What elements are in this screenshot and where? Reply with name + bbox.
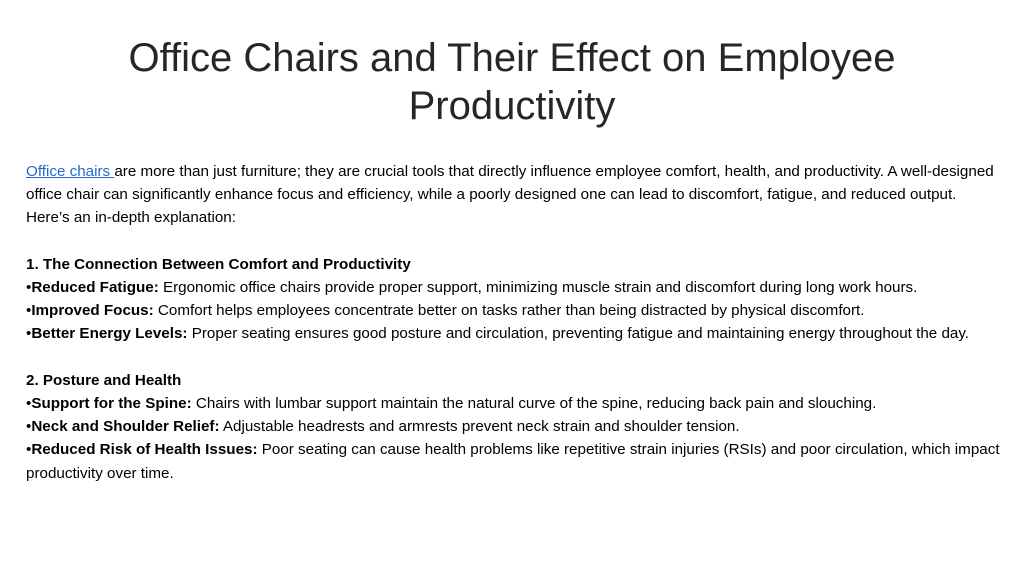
bullet-marker: • <box>26 279 32 296</box>
slide-title: Office Chairs and Their Effect on Employee Productivity <box>128 36 896 128</box>
bullet-term: Support for the Spine: <box>31 395 192 412</box>
section-heading-comfort: 1. The Connection Between Comfort and Productivity <box>26 255 411 273</box>
bullet-item <box>26 415 1001 438</box>
bullet-text: Adjustable headrests and armrests prevent neck strain and shoulder tension. <box>219 418 740 436</box>
bullet-text: Ergonomic office chairs provide proper support, minimizing muscle strain and discomfort during long work hours. <box>158 279 918 296</box>
bullet-marker: • <box>26 395 32 412</box>
intro-paragraph <box>26 160 1001 230</box>
bullet-item <box>26 276 1001 299</box>
bullet-term: Neck and Shoulder Relief: <box>31 418 220 436</box>
bullet-item <box>26 299 1001 322</box>
bullet-text: Poor seating can cause health problems like repetitive strain injuries (RSIs) and poor circulation, which impact productivity over time. <box>26 441 1000 482</box>
bullet-marker: • <box>26 418 32 436</box>
bullet-text: Comfort helps employees concentrate better on tasks rather than being distracted by physical discomfort. <box>153 302 865 320</box>
bullet-marker: • <box>26 441 32 459</box>
bullet-item <box>26 322 1001 345</box>
bullet-term: Improved Focus: <box>31 302 154 320</box>
section-heading-posture: 2. Posture and Health <box>26 371 182 389</box>
bullet-term: Reduced Fatigue: <box>31 279 159 296</box>
bullet-item <box>26 392 1001 415</box>
slide-body <box>26 160 1001 485</box>
bullet-term: Reduced Risk of Health Issues: <box>31 441 258 459</box>
bullet-item <box>26 438 1001 484</box>
bullet-marker: • <box>26 325 32 343</box>
bullet-term: Better Energy Levels: <box>31 325 188 343</box>
office-chairs-link[interactable]: Office chairs <box>26 163 115 180</box>
bullet-marker: • <box>26 302 32 320</box>
paragraph-spacer <box>26 230 1001 253</box>
bullet-text: Chairs with lumbar support maintain the natural curve of the spine, reducing back pain and slouching. <box>191 395 877 412</box>
paragraph-spacer <box>26 346 1001 369</box>
intro-text: are more than just furniture; they are crucial tools that directly influence employee comfort, health, and productivity. A well-designed office chair can significantly enhance focus and efficiency, while a poorly designed one can lead to discomfort, fatigue, and reduced output. Here’s an in-depth explanation: <box>26 163 994 227</box>
bullet-text: Proper seating ensures good posture and circulation, preventing fatigue and maintaining energy throughout the day. <box>187 325 970 343</box>
